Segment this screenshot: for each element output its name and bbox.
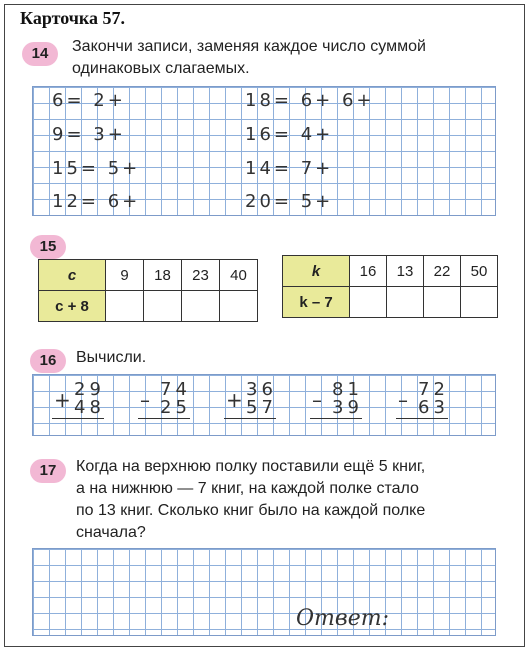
task14-left-row-4: 12= 6+ (52, 191, 141, 212)
table-c (38, 259, 258, 322)
column3-operator: + (226, 388, 243, 412)
column1-top: 29 (74, 379, 105, 400)
table-k-var: k (283, 256, 350, 287)
column5-bottom: 63 (418, 397, 449, 418)
table-c-value: 23 (182, 260, 220, 291)
column5-operator: – (398, 388, 408, 412)
column3-line (224, 418, 276, 419)
task-number-16: 16 (30, 349, 66, 373)
column4-operator: – (312, 388, 322, 412)
column5-line (396, 418, 448, 419)
task-number-15: 15 (30, 235, 66, 259)
column3-bottom: 57 (246, 397, 277, 418)
task14-left-row-3: 15= 5+ (52, 158, 141, 179)
table-k-expr: k – 7 (283, 287, 350, 318)
column2-operator: – (140, 388, 150, 412)
column4-top: 81 (332, 379, 363, 400)
table-c-answer-cell (182, 291, 220, 322)
table-k-value: 16 (350, 256, 387, 287)
table-k-value: 50 (461, 256, 498, 287)
table-k (282, 255, 498, 318)
table-c-answer-cell (106, 291, 144, 322)
column1-operator: + (54, 388, 71, 412)
task14-right-row-1: 18= 6+ 6+ (245, 90, 375, 111)
task-number-17: 17 (30, 459, 66, 483)
task14-right-row-3: 14= 7+ (245, 158, 334, 179)
task14-right-row-2: 16= 4+ (245, 124, 334, 145)
task17-text-line1: Когда на верхнюю полку поставили ещё 5 книг, (76, 458, 426, 475)
column2-bottom: 25 (160, 397, 191, 418)
task14-left-row-2: 9= 3+ (52, 124, 126, 145)
column2-line (138, 418, 190, 419)
task-number-14: 14 (22, 42, 58, 66)
task17-text-line4: сначала? (76, 524, 146, 541)
table-c-answer-cell (220, 291, 258, 322)
table-k-value: 22 (424, 256, 461, 287)
task17-text-line2: а на нижнюю — 7 книг, на каждой полке стало (76, 480, 419, 497)
column4-line (310, 418, 362, 419)
task14-text-line2: одинаковых слагаемых. (72, 60, 250, 77)
column5-top: 72 (418, 379, 449, 400)
table-c-answer-cell (144, 291, 182, 322)
column2-top: 74 (160, 379, 191, 400)
table-c-expr: c + 8 (39, 291, 106, 322)
column3-top: 36 (246, 379, 277, 400)
task17-text-line3: по 13 книг. Сколько книг было на каждой полке (76, 502, 426, 519)
column1-line (52, 418, 104, 419)
table-k-answer-cell (461, 287, 498, 318)
task14-text-line1: Закончи записи, заменяя каждое число суммой (72, 38, 426, 55)
column4-bottom: 39 (332, 397, 363, 418)
table-k-answer-cell (424, 287, 461, 318)
task14-left-row-1: 6= 2+ (52, 90, 126, 111)
table-c-value: 40 (220, 260, 258, 291)
task14-right-row-4: 20= 5+ (245, 191, 334, 212)
task17-grid (32, 548, 496, 636)
table-c-value: 9 (106, 260, 144, 291)
table-c-value: 18 (144, 260, 182, 291)
table-k-answer-cell (350, 287, 387, 318)
card-title: Карточка 57. (20, 8, 125, 28)
table-k-answer-cell (387, 287, 424, 318)
task16-text: Вычисли. (76, 349, 147, 366)
table-k-value: 13 (387, 256, 424, 287)
table-c-var: c (39, 260, 106, 291)
column1-bottom: 48 (74, 397, 105, 418)
answer-label: Ответ: (296, 606, 389, 631)
